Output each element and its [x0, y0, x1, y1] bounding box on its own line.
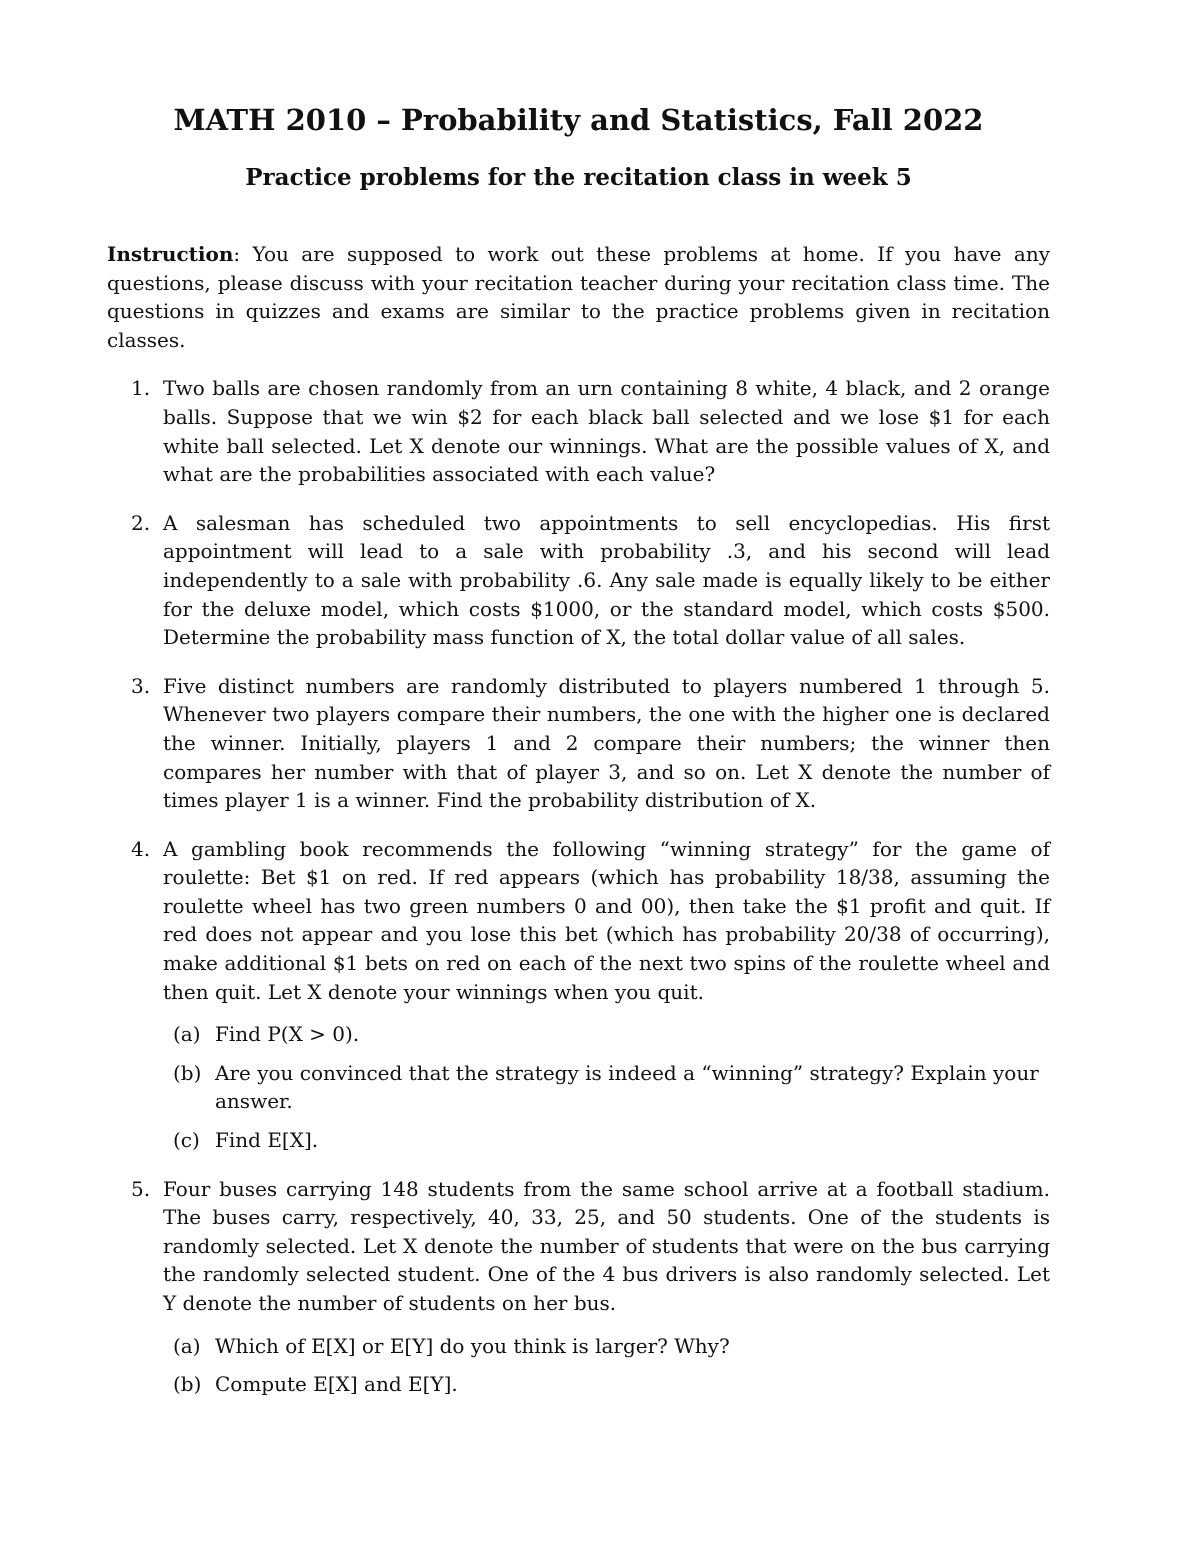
problem-text: Five distinct numbers are randomly distributed to players numbered 1 through 5. Whenever two players compare their numbers, the one with the higher one is declared the winner. Initially, players 1 and 2 compare their numbers; the winner then compares her number with that of player 3, and so on. Let X denote the number of times player 1 is a winner. Find the probability distribution of X. [163, 673, 1050, 813]
subpart-text: Find P(X > 0). [215, 1022, 360, 1047]
subpart-label: (b) [173, 1372, 202, 1397]
instruction-text: : You are supposed to work out these problems at home. If you have any questions, please discuss with your recitation teacher during your recitation class time. The questions in quizzes and exams are similar to the practice problems given in recitation classes. [107, 242, 1050, 352]
page-subtitle: Practice problems for the recitation class in week 5 [245, 164, 912, 191]
subpart-label: (b) [173, 1060, 202, 1085]
instruction-paragraph [107, 240, 1050, 354]
problem-number: 5. [131, 1176, 151, 1201]
subpart-label: (a) [173, 1022, 201, 1047]
problem-text: A salesman has scheduled two appointments to sell encyclopedias. His first appointment will lead to a sale with probability .3, and his second will lead independently to a sale with probability .6. Any sale made is equally likely to be either for the deluxe model, which costs $1000, or the standard model, which costs $500. Determine the probability mass function of X, the total dollar value of all sales. [163, 510, 1050, 650]
subpart-item [163, 1020, 1050, 1049]
subpart-item [163, 1370, 1050, 1399]
subpart-text: Compute E[X] and E[Y]. [215, 1372, 458, 1397]
subpart-item [163, 1126, 1050, 1155]
problem-item [107, 509, 1050, 652]
subpart-text: Are you convinced that the strategy is indeed a “winning” strategy? Explain your answer. [215, 1060, 1039, 1114]
problem-item [107, 672, 1050, 815]
subpart-list [163, 1332, 1050, 1399]
problem-number: 3. [131, 673, 151, 698]
problem-text: Four buses carrying 148 students from the same school arrive at a football stadium. The buses carry, respectively, 40, 33, 25, and 50 students. One of the students is randomly selected. Let X denote the number of students that were on the bus carrying the randomly selected student. One of the 4 bus drivers is also randomly selected. Let Y denote the number of students on her bus. [163, 1176, 1050, 1315]
instruction-label: Instruction [107, 242, 234, 266]
problem-list [107, 374, 1050, 1398]
subpart-text: Find E[X]. [215, 1128, 319, 1153]
problem-number: 4. [131, 836, 151, 861]
problem-number: 1. [131, 376, 151, 401]
problem-item [107, 835, 1050, 1155]
subpart-list [163, 1020, 1050, 1154]
problem-text: Two balls are chosen randomly from an urn containing 8 white, 4 black, and 2 orange balls. Suppose that we win $2 for each black ball selected and we lose $1 for each white ball selected. Let X denote our winnings. What are the possible values of X, and what are the probabilities associated with each value? [163, 376, 1050, 487]
problem-item [107, 1175, 1050, 1399]
page-title: MATH 2010 – Probability and Statistics, Fall 2022 [173, 103, 984, 137]
subpart-item [163, 1332, 1050, 1361]
subpart-label: (a) [173, 1333, 201, 1358]
problem-number: 2. [131, 510, 151, 535]
subpart-item [163, 1059, 1050, 1116]
problem-text: A gambling book recommends the following “winning strategy” for the game of roulette: Bet $1 on red. If red appears (which has probability 18/38, assuming the roulette wheel has two green numbers 0 and 00), then take the $1 profit and quit. If red does not appear and you lose this bet (which has probability 20/38 of occurring), make additional $1 bets on red on each of the next two spins of the roulette wheel and then quit. Let X denote your winnings when you quit. [163, 836, 1050, 1004]
subpart-label: (c) [173, 1128, 200, 1153]
subpart-text: Which of E[X] or E[Y] do you think is larger? Why? [215, 1333, 730, 1358]
problem-item [107, 374, 1050, 488]
